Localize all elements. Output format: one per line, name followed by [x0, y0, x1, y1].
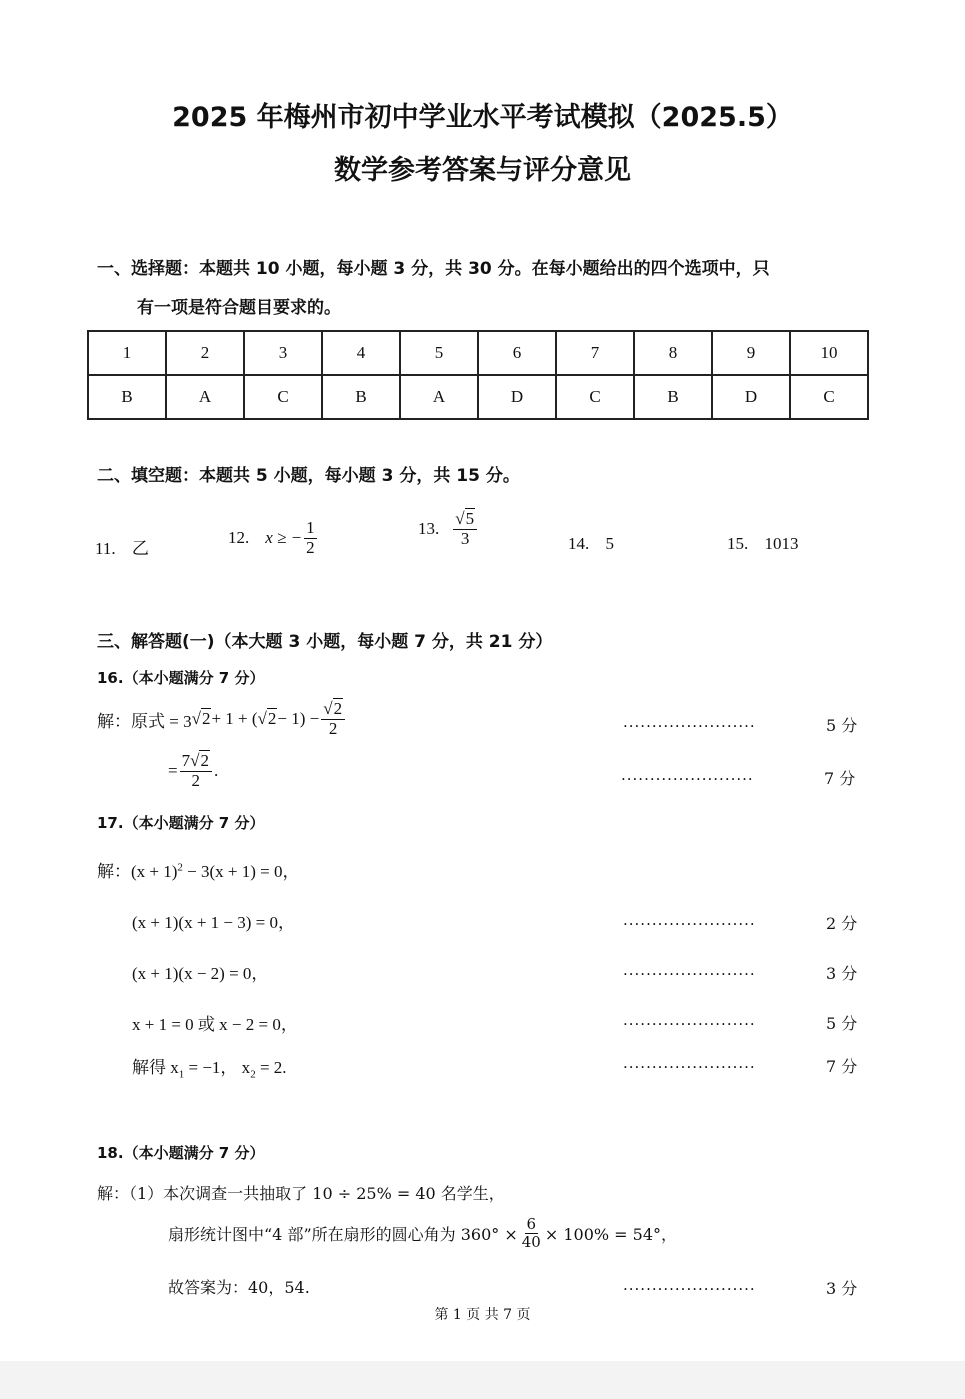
answer-value: 5 [605, 534, 614, 553]
section3-heading: 三、解答题(一)（本大题 3 小题，每小题 7 分，共 21 分） [97, 632, 553, 652]
score-label: 2 分 [826, 914, 858, 933]
radicand: 2 [200, 751, 209, 770]
fraction [180, 752, 212, 790]
score-dots: ....................... [623, 961, 756, 979]
q16-line2 [168, 752, 218, 790]
score-dots: ....................... [621, 766, 754, 784]
radicand: 2 [267, 709, 277, 729]
expr-part: − 3(x + 1) = 0， [182, 862, 300, 881]
expr-part: × 100% = 54°， [544, 1224, 678, 1244]
sqrt-icon: √2 [257, 709, 277, 729]
fraction-denominator: 40 [521, 1232, 541, 1251]
score-label: 5 分 [826, 1014, 858, 1033]
table-cell: 8 [634, 331, 712, 375]
score-label: 7 分 [824, 769, 856, 788]
fraction [520, 1216, 543, 1250]
sqrt-icon: √5 [455, 509, 475, 528]
fraction-denominator: 2 [306, 537, 315, 557]
section2-heading: 二、填空题：本题共 5 小题，每小题 3 分，共 15 分。 [97, 466, 520, 486]
fraction-denominator: 2 [328, 718, 338, 738]
sqrt-icon: √2 [190, 751, 209, 770]
table-cell: C [790, 375, 868, 419]
score-label: 3 分 [826, 1279, 858, 1298]
question-number: 15. [727, 534, 749, 553]
table-cell: 3 [244, 331, 322, 375]
table-cell: 1 [88, 331, 166, 375]
fraction-denominator: 3 [460, 528, 470, 548]
table-cell: 4 [322, 331, 400, 375]
subscript: 2 [250, 1068, 256, 1081]
expr-part: + 1 + ( [211, 709, 258, 729]
section1-heading: 一、选择题：本题共 10 小题，每小题 3 分，共 30 分。在每小题给出的四个选项中，只 [97, 259, 770, 279]
table-cell: 9 [712, 331, 790, 375]
expr-part: = −1， x [184, 1058, 251, 1077]
answer-value: 1013 [764, 534, 799, 553]
page-number: 第 1 页 共 7 页 [434, 1307, 531, 1323]
radicand: 2 [333, 699, 343, 718]
table-cell: 6 [478, 331, 556, 375]
fraction-numerator [180, 752, 212, 772]
q18-heading: 18.（本小题满分 7 分） [97, 1144, 265, 1162]
page-bottom-margin [0, 1361, 965, 1399]
expr-part: (x + 1) [131, 862, 178, 881]
solve-label: 解： [97, 711, 131, 731]
score-dots: ....................... [623, 1276, 756, 1294]
document-title: 2025 年梅州市初中学业水平考试模拟（2025.5） [172, 102, 793, 133]
expr-part: = 2. [255, 1058, 287, 1077]
expr-part: 原式 = 3 [131, 711, 192, 731]
table-cell: 2 [166, 331, 244, 375]
q17-line3: (x + 1)(x − 2) = 0， [132, 964, 269, 983]
table-cell: C [556, 375, 634, 419]
solve-label: 解： [97, 862, 131, 881]
expr-part: = [168, 761, 178, 781]
answer-14 [568, 534, 614, 554]
table-cell: B [634, 375, 712, 419]
expr-part: 解得 x [132, 1058, 179, 1077]
answer-table [87, 330, 869, 420]
fraction-numerator [321, 700, 345, 720]
fraction-denominator: 2 [191, 770, 201, 790]
q18-line1: 解：（1）本次调查一共抽取了 10 ÷ 25% = 40 名学生， [97, 1184, 505, 1203]
answer-13 [418, 510, 479, 548]
table-cell: D [712, 375, 790, 419]
answer-table-number-row [88, 331, 868, 375]
fraction [321, 700, 345, 738]
answer-value: 乙 [131, 539, 149, 558]
score-dots: ....................... [623, 713, 756, 731]
radicand: 2 [201, 709, 211, 729]
score-label: 3 分 [826, 964, 858, 983]
fraction-numerator [453, 510, 477, 530]
table-cell: B [88, 375, 166, 419]
score-dots: ....................... [623, 1011, 756, 1029]
exponent: 2 [177, 861, 183, 874]
table-cell: 5 [400, 331, 478, 375]
answer-11 [95, 534, 149, 559]
expr-part: − 1) − [277, 709, 320, 729]
q17-line4: x + 1 = 0 或 x − 2 = 0， [132, 1015, 298, 1034]
score-label: 7 分 [826, 1057, 858, 1076]
section1-heading-cont: 有一项是符合题目要求的。 [137, 298, 341, 318]
q17-line1 [97, 857, 300, 882]
table-cell: A [400, 375, 478, 419]
question-number: 13. [418, 519, 440, 539]
sqrt-icon: √2 [323, 699, 343, 718]
question-number: 12. [228, 528, 250, 548]
expr-part: 扇形统计图中“4 部”所在扇形的圆心角为 360° × [168, 1224, 518, 1244]
expr-part: . [213, 761, 219, 781]
table-cell: A [166, 375, 244, 419]
subscript: 1 [178, 1068, 185, 1081]
score-dots: ....................... [623, 1054, 756, 1072]
question-number: 14. [568, 534, 590, 553]
q16-line1 [97, 700, 347, 738]
table-cell: D [478, 375, 556, 419]
fraction-numerator: 6 [526, 1215, 537, 1233]
sqrt-icon: √2 [191, 709, 211, 729]
score-label: 5 分 [826, 716, 858, 735]
table-cell: C [244, 375, 322, 419]
table-cell: 7 [556, 331, 634, 375]
document-subtitle: 数学参考答案与评分意见 [334, 155, 631, 186]
q18-line3: 故答案为：40，54. [168, 1278, 310, 1297]
q17-line2: (x + 1)(x + 1 − 3) = 0， [132, 913, 295, 932]
fraction [453, 510, 477, 548]
score-dots: ....................... [623, 911, 756, 929]
q17-heading: 17.（本小题满分 7 分） [97, 814, 265, 832]
q17-line5 [132, 1053, 287, 1080]
radicand: 5 [465, 509, 475, 528]
answer-table-answer-row [88, 375, 868, 419]
table-cell: B [322, 375, 400, 419]
answer-12 [228, 519, 319, 557]
q18-line2 [168, 1216, 677, 1250]
fraction-numerator: 1 [306, 518, 315, 537]
coefficient: 7 [181, 751, 191, 770]
inequality-prefix: x ≥ − [265, 528, 303, 548]
table-cell: 10 [790, 331, 868, 375]
q16-heading: 16.（本小题满分 7 分） [97, 669, 265, 687]
fraction [304, 519, 317, 557]
answer-15 [727, 534, 799, 554]
question-number: 11. [95, 539, 116, 558]
